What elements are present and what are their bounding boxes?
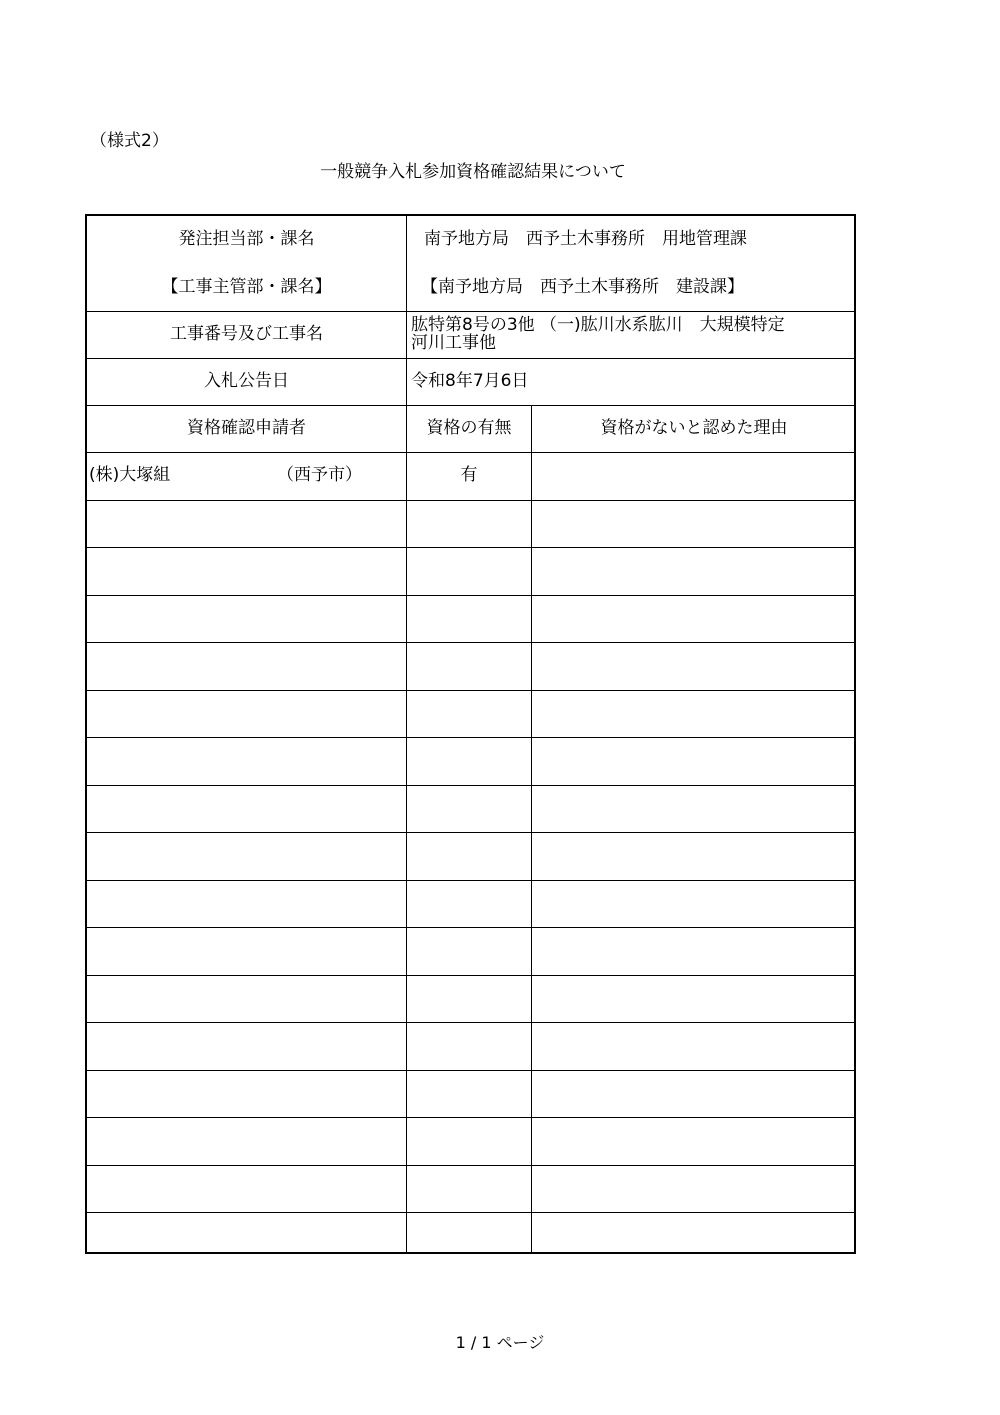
row-divider (87, 690, 854, 691)
dept-value: 南予地方局 西予土木事務所 用地管理課 (424, 229, 747, 250)
applicant-city: （西予市） (277, 465, 362, 486)
row-divider (87, 737, 854, 738)
row-divider (87, 880, 854, 881)
work-value-line2: 河川工事他 (411, 332, 496, 353)
qualification-result-table (85, 214, 856, 1254)
form-number-label: （様式2） (90, 131, 169, 151)
applicant-name: (株)大塚組 (89, 465, 171, 486)
row-divider (87, 832, 854, 833)
notice-date-label: 入札公告日 (204, 370, 289, 391)
row-divider (87, 785, 854, 786)
row-divider (87, 547, 854, 548)
row-divider (87, 500, 854, 501)
column-divider (531, 405, 532, 1252)
main-dept-label: 【工事主管部・課名】 (161, 276, 332, 297)
notice-date-value: 令和8年7月6日 (411, 370, 529, 391)
row-divider (87, 1165, 854, 1166)
dept-label: 発注担当部・課名 (178, 229, 315, 250)
header-applicant: 資格確認申請者 (187, 417, 306, 438)
reason-value (532, 452, 856, 500)
row-divider (87, 1070, 854, 1071)
qualified-value: 有 (460, 465, 478, 486)
header-qualified: 資格の有無 (426, 417, 512, 438)
row-divider (87, 975, 854, 976)
row-divider (87, 1212, 854, 1213)
row-divider (87, 595, 854, 596)
document-title: 一般競争入札参加資格確認結果について (320, 162, 626, 182)
row-divider (87, 1022, 854, 1023)
row-divider (87, 1117, 854, 1118)
row-divider (87, 927, 854, 928)
row-divider (87, 642, 854, 643)
work-value-line1: 肱特第8号の3他 （一)肱川水系肱川 大規模特定 (411, 314, 785, 335)
work-label: 工事番号及び工事名 (170, 323, 323, 344)
main-dept-value: 【南予地方局 西予土木事務所 建設課】 (421, 276, 744, 297)
header-reason: 資格がないと認めた理由 (600, 417, 788, 438)
work-value (407, 311, 856, 358)
page-number: 1 / 1 ページ (455, 1333, 545, 1352)
